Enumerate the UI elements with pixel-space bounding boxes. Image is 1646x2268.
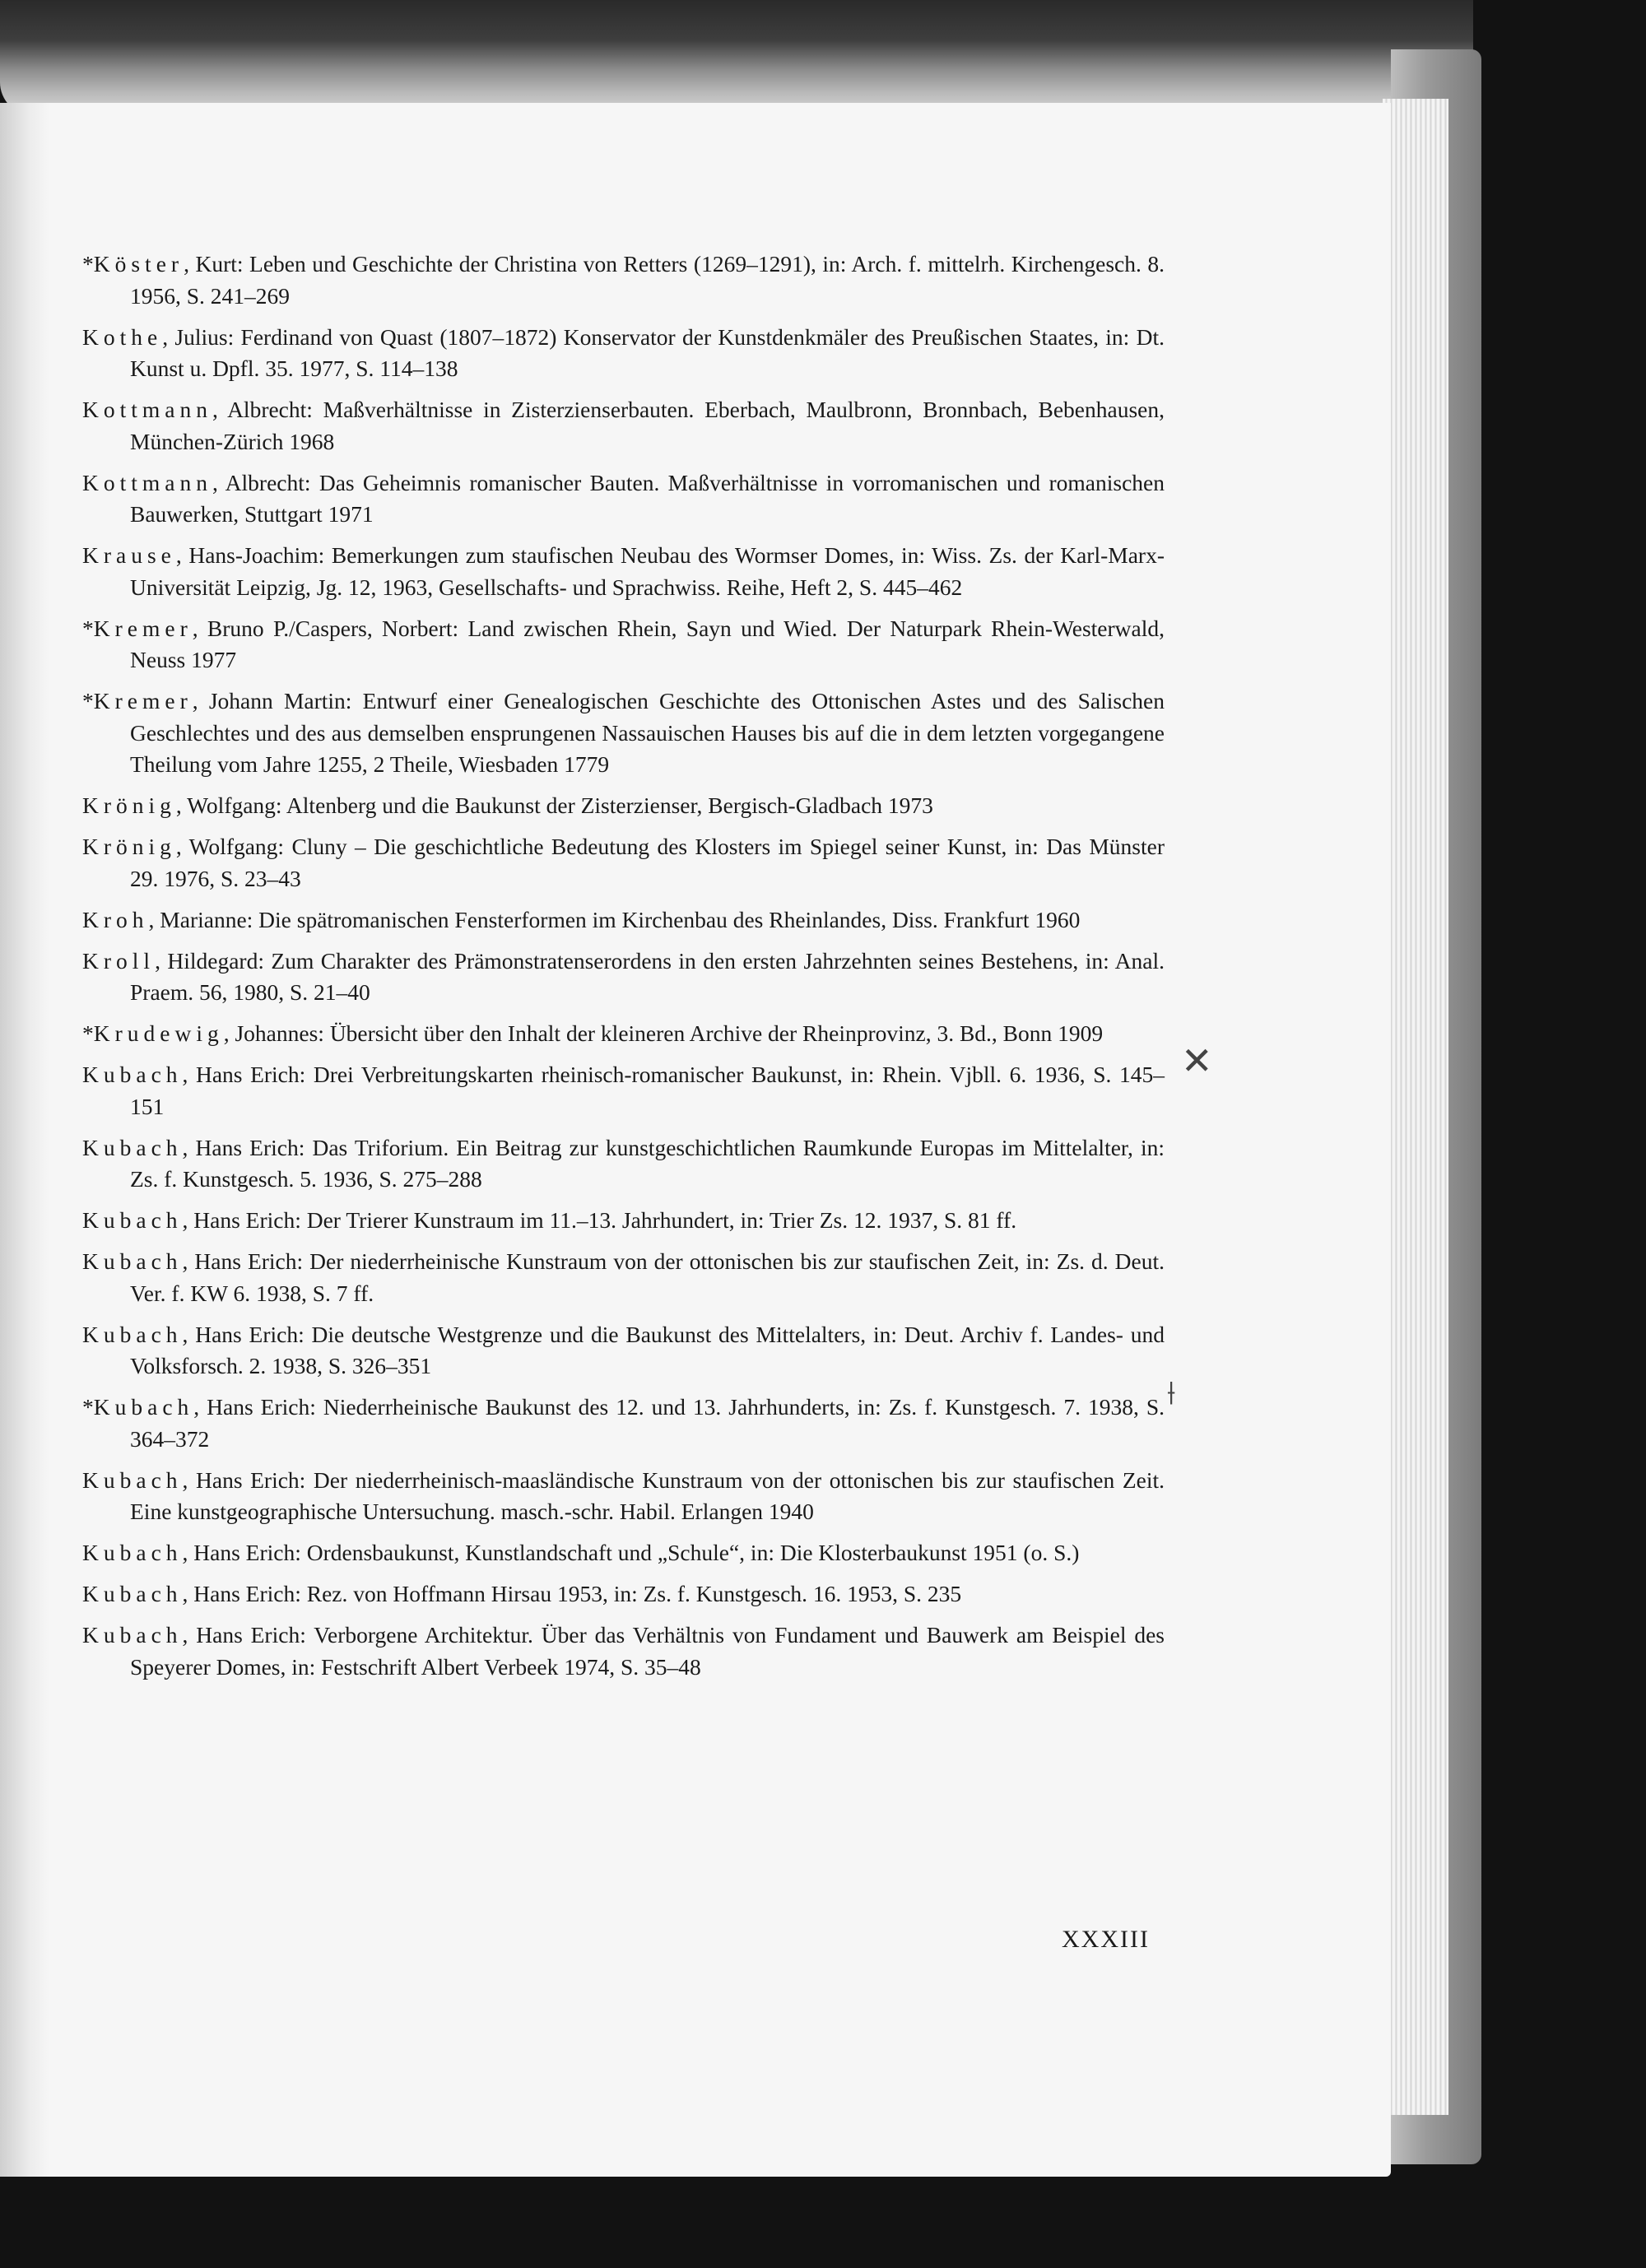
- entry-author: Kubach: [82, 1248, 183, 1274]
- entry-text: , Hans Erich: Rez. von Hoffmann Hirsau 1953, in: Zs. f. Kunstgesch. 16. 1953, S. 235: [182, 1581, 962, 1606]
- page-number: XXXIII: [1062, 1926, 1150, 1953]
- entry-text: , Hans Erich: Die deutsche Westgrenze und die Baukunst des Mittelalters, in: Deut. Archiv f. Landes- und Volksforsch. 2. 1938, S. 326–351: [130, 1321, 1165, 1378]
- entry-author: Kroh: [82, 906, 149, 932]
- book-binding-top: [0, 0, 1473, 115]
- entry-author: Kroll: [82, 947, 156, 974]
- entry-author: Köster: [93, 251, 184, 277]
- entry-text: , Johann Martin: Entwurf einer Genealogischen Geschichte des Ottonischen Astes und des Salischen Geschlechtes und des aus demselben ensprungenen Nassauischen Hauses bis auf die in dem letzten vorgegangene Theilung vom Jahre 1255, 2 Theile, Wiesbaden 1779: [130, 688, 1165, 777]
- bibliography-entry: [82, 904, 1165, 936]
- entry-text: , Marianne: Die spätromanischen Fensterformen im Kirchenbau des Rheinlandes, Diss. Frankfurt 1960: [148, 906, 1081, 932]
- entry-author: Kremer: [93, 688, 193, 713]
- entry-text: , Albrecht: Das Geheimnis romanischer Bauten. Maßverhältnisse in vorromanischen und romanischen Bauwerken, Stuttgart 1971: [130, 469, 1165, 527]
- entry-prefix: *: [82, 251, 94, 277]
- bibliography-entry: [82, 1578, 1165, 1610]
- entry-text: , Bruno P./Caspers, Norbert: Land zwischen Rhein, Sayn und Wied. Der Naturpark Rhein-Westerwald, Neuss 1977: [130, 615, 1165, 672]
- entry-author: Kubach: [82, 1321, 183, 1347]
- pencil-check-mark: ⟊: [1167, 1374, 1176, 1412]
- bibliography-list: [82, 249, 1165, 1693]
- entry-text: , Hans Erich: Der Trierer Kunstraum im 11.–13. Jahrhundert, in: Trier Zs. 12. 1937, S. 81 ff.: [182, 1207, 1017, 1233]
- bibliography-entry: [82, 1319, 1165, 1383]
- bibliography-entry: [82, 1465, 1165, 1528]
- entry-text: , Hans Erich: Drei Verbreitungskarten rheinisch-romanischer Baukunst, in: Rhein. Vjbll. 6. 1936, S. 145–151: [130, 1062, 1165, 1119]
- entry-author: Krönig: [82, 792, 176, 818]
- bibliography-entry: [82, 249, 1165, 312]
- pencil-cross-mark: ✕: [1181, 1039, 1213, 1083]
- entry-author: Krönig: [82, 834, 176, 859]
- entry-text: , Hans Erich: Das Triforium. Ein Beitrag zur kunstgeschichtlichen Raumkunde Europas im Mittelalter, in: Zs. f. Kunstgesch. 5. 1936, S. 275–288: [130, 1134, 1165, 1192]
- entry-text: , Hans Erich: Der niederrheinische Kunstraum von der ottonischen bis zur staufischen Zeit, in: Zs. d. Deut. Ver. f. KW 6. 1938, S. 7 ff.: [130, 1248, 1165, 1306]
- entry-author: Kubach: [82, 1581, 183, 1606]
- bibliography-entry: [82, 1205, 1165, 1237]
- entry-prefix: *: [82, 1020, 94, 1046]
- entry-author: Krudewig: [93, 1020, 224, 1046]
- entry-prefix: *: [82, 615, 94, 641]
- entry-text: , Hans Erich: Der niederrheinisch-maasländische Kunstraum von der ottonischen bis zur staufischen Zeit. Eine kunstgeographische Untersuchung. masch.-schr. Habil. Erlangen 1940: [130, 1466, 1165, 1524]
- bibliography-entry: [82, 946, 1165, 1009]
- bibliography-entry: [82, 686, 1165, 781]
- entry-author: Kubach: [82, 1207, 183, 1233]
- bibliography-entry: [82, 1246, 1165, 1309]
- entry-author: Kubach: [82, 1540, 183, 1565]
- bibliography-entry: [82, 540, 1165, 603]
- bibliography-entry: [82, 790, 1165, 822]
- entry-author: Kubach: [82, 1062, 183, 1087]
- entry-author: Kubach: [82, 1466, 183, 1493]
- entry-author: Kremer: [93, 615, 193, 641]
- bibliography-entry: [82, 1392, 1165, 1455]
- entry-text: , Hans Erich: Niederrheinische Baukunst des 12. und 13. Jahrhunderts, in: Zs. f. Kunstgesch. 7. 1938, S. 364–372: [130, 1394, 1165, 1452]
- bibliography-entry: [82, 394, 1165, 458]
- entry-text: , Wolfgang: Cluny – Die geschichtliche Bedeutung des Klosters im Spiegel seiner Kunst, in: Das Münster 29. 1976, S. 23–43: [130, 834, 1165, 891]
- entry-prefix: *: [82, 688, 94, 713]
- page-gutter-shadow: [0, 103, 49, 2177]
- bibliography-entry: [82, 1018, 1165, 1050]
- entry-text: , Johannes: Übersicht über den Inhalt der kleineren Archive der Rheinprovinz, 3. Bd., Bonn 1909: [223, 1020, 1104, 1046]
- entry-author: Kottmann: [82, 397, 212, 422]
- bibliography-entry: [82, 831, 1165, 895]
- entry-text: , Hildegard: Zum Charakter des Prämonstratenserordens in den ersten Jahrzehnten seines Bestehens, in: Anal. Praem. 56, 1980, S. 21–40: [130, 947, 1165, 1005]
- bibliography-entry: [82, 1620, 1165, 1683]
- entry-text: , Hans Erich: Ordensbaukunst, Kunstlandschaft und „Schule“, in: Die Klosterbaukunst 1951 (o. S.): [182, 1540, 1080, 1565]
- entry-author: Kubach: [93, 1394, 194, 1420]
- entry-author: Kothe: [82, 323, 163, 350]
- bibliography-entry: [82, 1537, 1165, 1569]
- page-edges: [1383, 99, 1448, 2115]
- entry-text: , Kurt: Leben und Geschichte der Christina von Retters (1269–1291), in: Arch. f. mittelrh. Kirchengesch. 8. 1956, S. 241–269: [130, 251, 1165, 309]
- bibliography-entry: [82, 322, 1165, 385]
- bibliography-entry: [82, 467, 1165, 531]
- bibliography-entry: [82, 1132, 1165, 1196]
- entry-author: Kubach: [82, 1134, 183, 1160]
- entry-prefix: *: [82, 1394, 94, 1420]
- bibliography-entry: [82, 613, 1165, 676]
- entry-author: Kubach: [82, 1622, 183, 1648]
- entry-text: , Julius: Ferdinand von Quast (1807–1872) Konservator der Kunstdenkmäler des Preußischen Staates, in: Dt. Kunst u. Dpfl. 35. 1977, S. 114–138: [130, 323, 1165, 381]
- entry-text: , Hans Erich: Verborgene Architektur. Über das Verhältnis von Fundament und Bauwerk am Beispiel des Speyerer Domes, in: Festschrift Albert Verbeek 1974, S. 35–48: [130, 1622, 1165, 1680]
- entry-text: , Hans-Joachim: Bemerkungen zum staufischen Neubau des Wormser Domes, in: Wiss. Zs. der Karl-Marx-Universität Leipzig, Jg. 12, 1963, Gesellschafts- und Sprachwiss. Reihe, Heft 2, S. 445–462: [130, 542, 1165, 600]
- entry-text: , Wolfgang: Altenberg und die Baukunst der Zisterzienser, Bergisch-Gladbach 1973: [175, 792, 933, 818]
- entry-text: , Albrecht: Maßverhältnisse in Zisterzienserbauten. Eberbach, Maulbronn, Bronnbach, Bebenhausen, München-Zürich 1968: [130, 397, 1165, 454]
- entry-author: Krause: [82, 542, 176, 568]
- entry-author: Kottmann: [82, 469, 212, 495]
- bibliography-entry: [82, 1059, 1165, 1122]
